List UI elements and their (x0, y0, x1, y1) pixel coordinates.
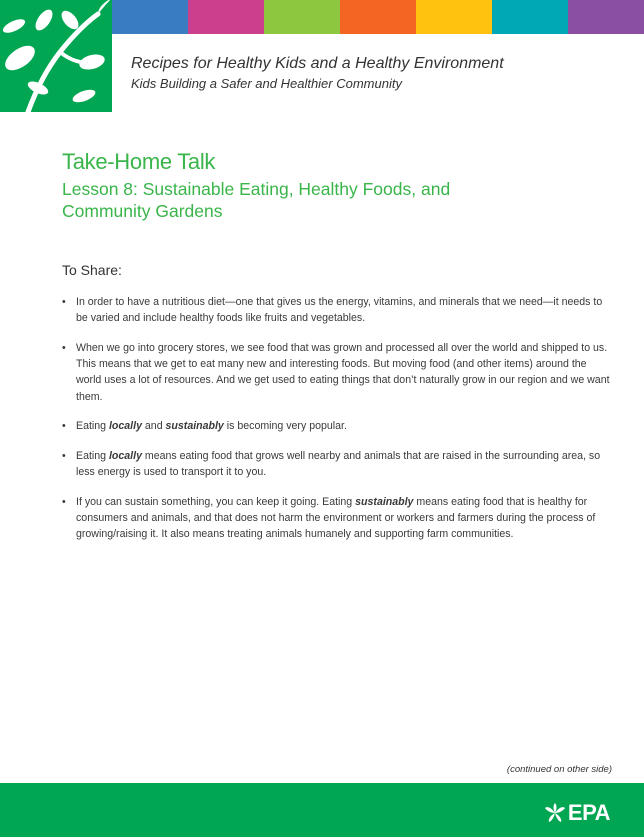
bullet-text-post: is becoming very popular. (223, 420, 347, 433)
bullet-text-pre: If you can sustain something, you can keep it going. Eating (76, 495, 356, 508)
color-stripe (112, 0, 188, 34)
emphasis-sustainably: sustainably (355, 495, 414, 508)
bullet-text-pre: Eating (76, 449, 109, 462)
bullet-text-post: means eating food that is healthy for consumers and animals, and that does not harm the environment or workers and farmers during the process of growing/raising it. It also means treating animals humanely and supporting farm communities. (76, 495, 596, 541)
epa-logo (544, 800, 610, 826)
epa-logo-text: EPA (567, 800, 610, 825)
bullet-item (62, 494, 614, 543)
bullet-item (62, 448, 614, 480)
color-stripe (340, 0, 416, 34)
color-stripe (188, 0, 264, 34)
bullet-text-mid: and (141, 420, 166, 433)
color-stripe (492, 0, 568, 34)
color-stripe (264, 0, 340, 34)
header (131, 53, 504, 92)
bullet-text-post: means eating food that grows well nearby and animals that are raised in the surrounding area, so less energy is used to transport it to you. (76, 449, 601, 479)
color-stripe (568, 0, 644, 34)
epa-flower-icon (544, 803, 566, 823)
leaf-sprout-icon (0, 0, 112, 112)
bullet-text-pre: Eating (76, 420, 109, 433)
bullet-item (62, 294, 614, 326)
color-stripe-bar (112, 0, 644, 34)
bullet-list (62, 294, 614, 556)
bullet-item (62, 418, 614, 434)
emphasis-locally: locally (108, 449, 142, 462)
footer-bar (0, 783, 644, 837)
page-title: Take-Home Talk (62, 149, 216, 174)
lesson-title: Lesson 8: Sustainable Eating, Healthy Foods, and Community Gardens (62, 179, 451, 221)
bullet-item (62, 340, 614, 405)
bullet-text: In order to have a nutritious diet—one that gives us the energy, vitamins, and minerals that we need—it needs to be varied and include healthy foods like fruits and vegetables. (76, 296, 603, 325)
share-heading: To Share: (62, 262, 122, 278)
header-subtitle: Kids Building a Safer and Healthier Community (131, 76, 402, 91)
color-stripe (416, 0, 492, 34)
emphasis-locally: locally (108, 420, 142, 433)
emphasis-sustainably: sustainably (165, 420, 224, 433)
bullet-text: When we go into grocery stores, we see food that was grown and processed all over the world and shipped to us. This means that we get to eat many new and interesting foods. But moving food (and other items) around the world uses a lot of resources. And we get used to eating things that don’t naturally grow in our region and we want them. (76, 341, 610, 403)
header-title: Recipes for Healthy Kids and a Healthy Environment (131, 55, 504, 72)
continued-note: (continued on other side) (506, 764, 612, 775)
